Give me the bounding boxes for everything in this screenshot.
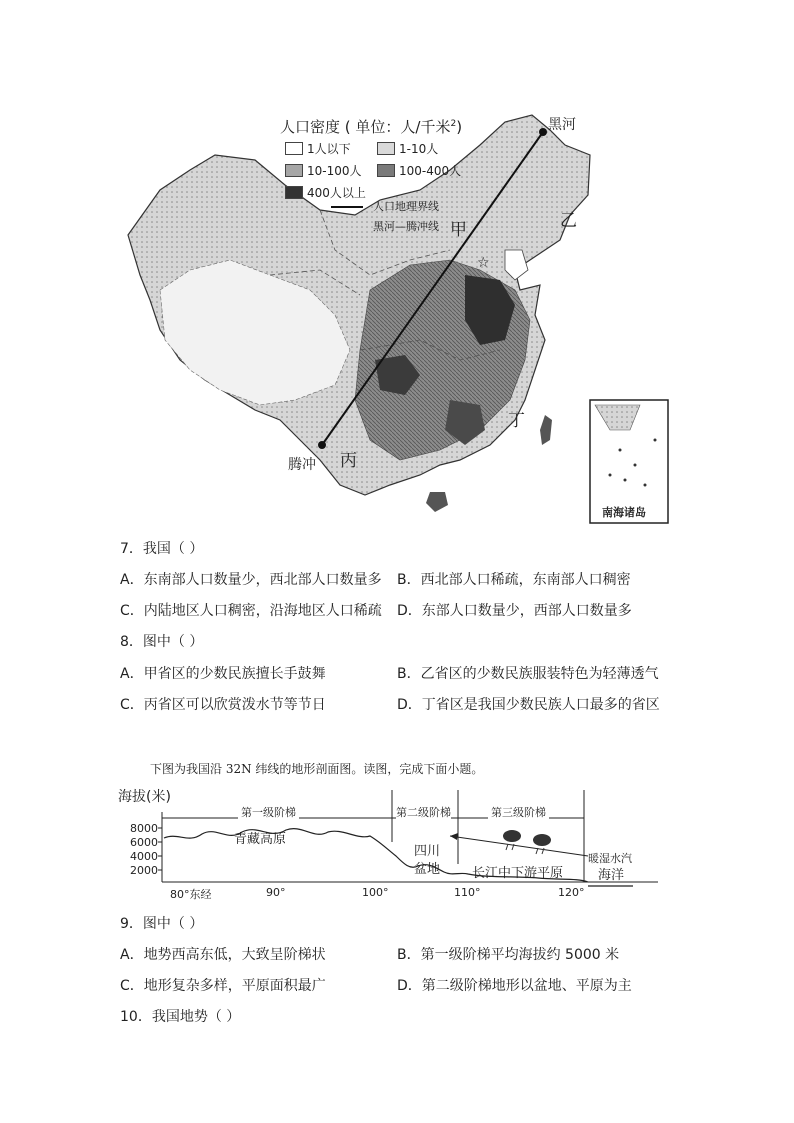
- legend-label-3: 10-100人: [307, 164, 362, 178]
- x-tick-100: 100°: [362, 886, 389, 899]
- label-ding: 丁: [508, 411, 525, 431]
- label-ocean: 海洋: [598, 868, 625, 883]
- q8-option-d: D．丁省区是我国少数民族人口最多的省区: [397, 697, 660, 713]
- q7-stem: 7．我国（ ）: [120, 541, 204, 557]
- rain-cloud-icon-2: [533, 834, 551, 854]
- profile-graphic: [118, 782, 663, 902]
- step-1-label: 第一级阶梯: [238, 804, 299, 820]
- capital-star-icon: ☆: [477, 255, 490, 271]
- legend-label-5: 400人以上: [307, 186, 366, 200]
- legend-title-close: ): [456, 118, 463, 136]
- legend-label-1: 1人以下: [307, 142, 351, 156]
- q7-option-a: A．东南部人口数量少，西北部人口数量多: [120, 572, 382, 588]
- label-qingzang: 青藏高原: [234, 832, 287, 847]
- q9-option-a: A．地势西高东低，大致呈阶梯状: [120, 947, 326, 963]
- label-bing: 丙: [340, 451, 357, 471]
- x-tick-80: 80°东经: [170, 888, 212, 901]
- legend-swatch-5: [285, 186, 303, 199]
- label-changjiang: 长江中下游平原: [472, 866, 564, 881]
- q7-option-c: C．内陆地区人口稠密，沿海地区人口稀疏: [120, 603, 382, 619]
- legend-title-sup: 2: [450, 119, 457, 129]
- q9-stem: 9．图中（ ）: [120, 916, 204, 932]
- y-tick-8000: 8000: [130, 822, 158, 835]
- rain-cloud-icon-1: [503, 830, 521, 850]
- q9-option-c: C．地形复杂多样，平原面积最广: [120, 978, 326, 994]
- q8-option-a: A．甲省区的少数民族擅长手鼓舞: [120, 666, 326, 682]
- legend-line-label-1: 人口地理界线: [373, 200, 439, 213]
- legend-title-text: 人口密度 ( 单位：人/千米: [280, 118, 451, 136]
- label-sichuan-1: 四川: [414, 844, 441, 859]
- legend-label-4: 100-400人: [399, 164, 462, 178]
- label-tengchong: 腾冲: [288, 457, 316, 473]
- legend-box: [285, 140, 515, 240]
- y-axis-title: 海拔(米): [118, 789, 171, 805]
- q8-stem: 8．图中（ ）: [120, 634, 204, 650]
- hainan: [426, 492, 448, 512]
- tengchong-dot: [318, 441, 326, 449]
- legend-swatch-3: [285, 164, 303, 177]
- label-heihe: 黑河: [548, 117, 576, 133]
- q9-option-b: B．第一级阶梯平均海拔约 5000 米: [397, 947, 620, 963]
- population-map: [120, 100, 675, 530]
- label-sichuan-2: 盆地: [414, 862, 441, 877]
- profile-intro: 下图为我国沿 32N 纬线的地形剖面图。读图，完成下面小题。: [150, 762, 484, 776]
- q9-option-d: D．第二级阶梯地形以盆地、平原为主: [397, 978, 632, 994]
- y-tick-2000: 2000: [130, 864, 158, 877]
- label-inset: 南海诸岛: [602, 506, 646, 519]
- q10-stem: 10．我国地势（ ）: [120, 1009, 241, 1025]
- x-tick-110: 110°: [454, 886, 481, 899]
- label-yi: 乙: [560, 211, 577, 231]
- heihe-dot: [539, 128, 547, 136]
- legend-title: [280, 116, 462, 137]
- legend-line-label-2: 黑河—腾冲线: [373, 220, 439, 233]
- step-2-label: 第二级阶梯: [396, 806, 451, 819]
- step-3-label: 第三级阶梯: [488, 804, 549, 820]
- q7-option-d: D．东部人口数量少，西部人口数量多: [397, 603, 632, 619]
- y-tick-4000: 4000: [130, 850, 158, 863]
- legend-label-2: 1-10人: [399, 142, 439, 156]
- legend-line-sample: [331, 206, 363, 208]
- label-jia: 甲: [450, 220, 467, 240]
- q7-option-b: B．西北部人口稀疏，东南部人口稠密: [397, 572, 631, 588]
- label-vapor: 暖湿水汽: [588, 852, 632, 865]
- legend-swatch-1: [285, 142, 303, 155]
- y-tick-6000: 6000: [130, 836, 158, 849]
- q8-option-c: C．丙省区可以欣赏泼水节等节日: [120, 697, 326, 713]
- taiwan: [540, 415, 552, 445]
- terrain-profile: [118, 782, 663, 902]
- q8-option-b: B．乙省区的少数民族服装特色为轻薄透气: [397, 666, 659, 682]
- legend-swatch-2: [377, 142, 395, 155]
- x-tick-120: 120°: [558, 886, 585, 899]
- legend-swatch-4: [377, 164, 395, 177]
- x-tick-90: 90°: [266, 886, 286, 899]
